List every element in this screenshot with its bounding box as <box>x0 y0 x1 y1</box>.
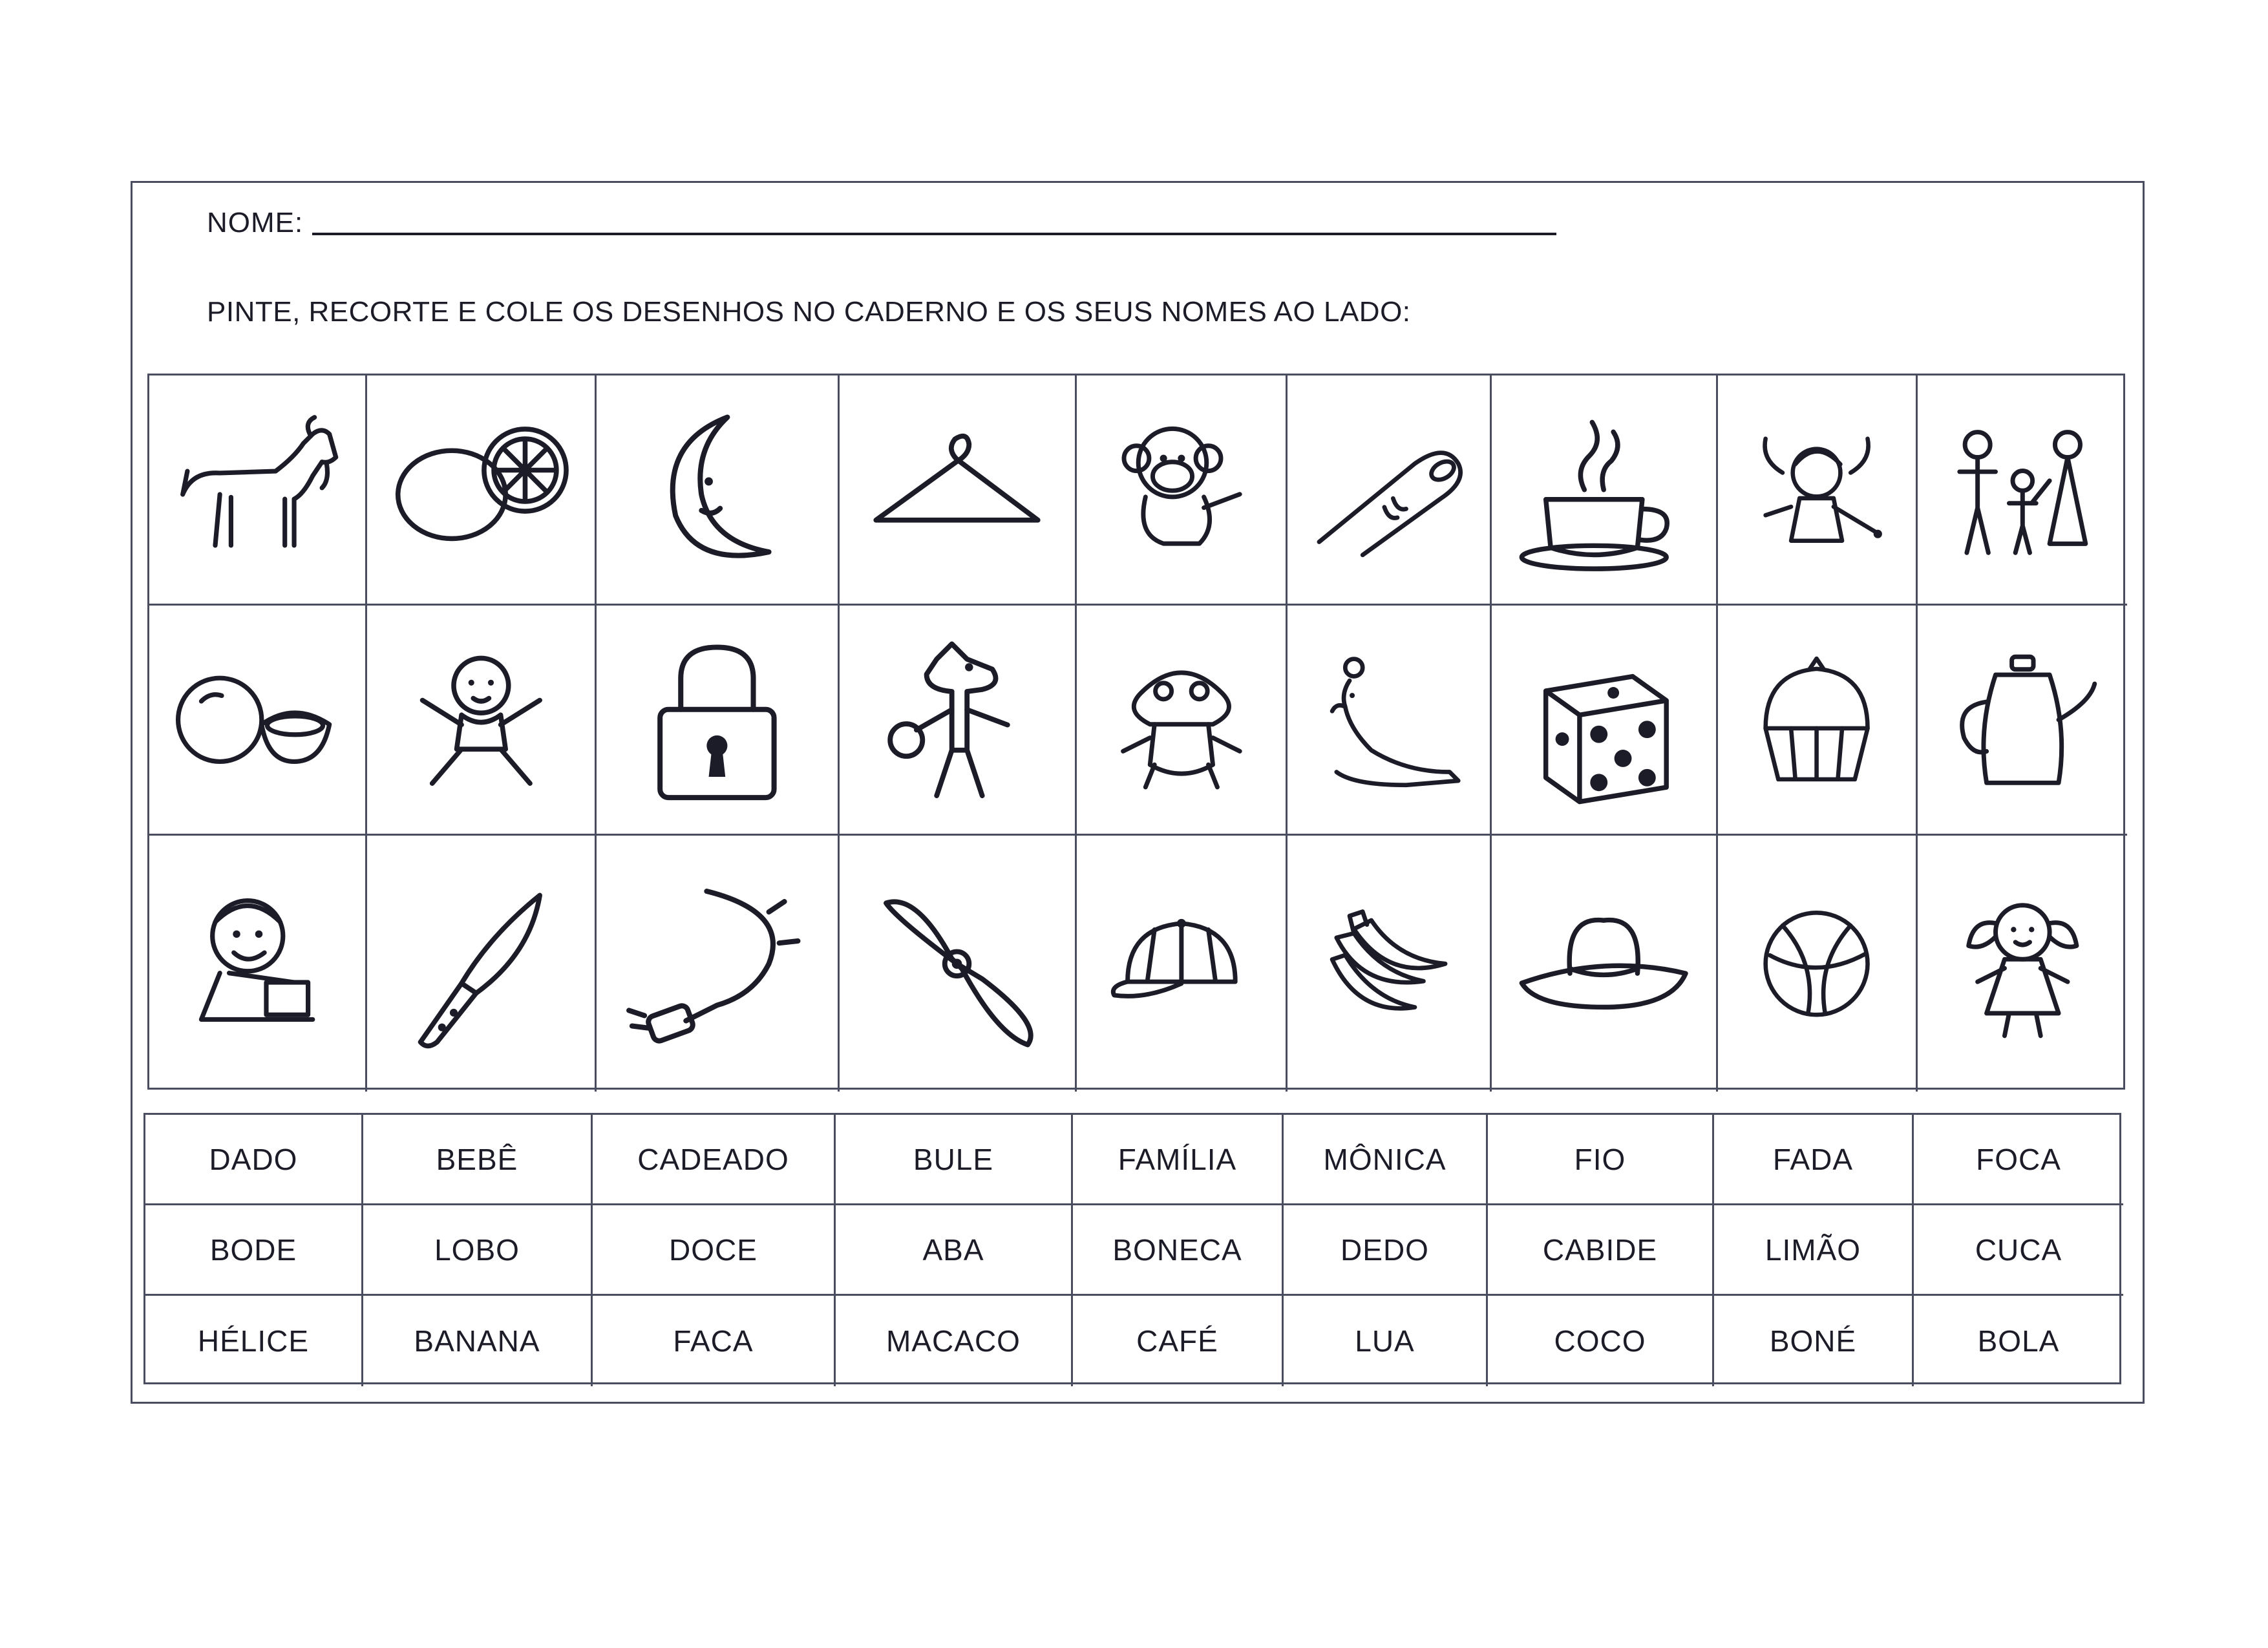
picture-cell <box>1077 836 1288 1092</box>
coconut-icon <box>164 622 350 818</box>
monkey-icon <box>1092 392 1271 588</box>
picture-grid <box>147 374 2125 1090</box>
word-cell: FOCA <box>1914 1115 2123 1205</box>
picture-cell <box>1918 836 2127 1092</box>
seal-icon <box>1302 622 1476 818</box>
word-cell: BONECA <box>1073 1205 1284 1296</box>
moon-icon <box>613 392 821 588</box>
word-cell: FIO <box>1488 1115 1714 1205</box>
doll-icon <box>1933 854 2113 1074</box>
picture-cell <box>1918 606 2127 836</box>
lemon-icon <box>383 392 579 588</box>
picture-cell <box>149 836 367 1092</box>
word-cell: DOCE <box>593 1205 836 1296</box>
picture-cell <box>1718 836 1918 1092</box>
word-cell: LUA <box>1284 1296 1488 1386</box>
word-cell: BULE <box>836 1115 1073 1205</box>
word-cell: CABIDE <box>1488 1205 1714 1296</box>
fairy-icon <box>1732 392 1902 588</box>
baby-icon <box>383 622 579 818</box>
picture-cell <box>1718 375 1918 606</box>
word-cell: FAMÍLIA <box>1073 1115 1284 1205</box>
family-icon <box>1933 392 2113 588</box>
dice-icon <box>1507 622 1700 818</box>
picture-cell <box>1492 836 1718 1092</box>
picture-cell <box>367 836 597 1092</box>
word-cell: MACACO <box>836 1296 1073 1386</box>
picture-cell <box>149 606 367 836</box>
picture-cell <box>1918 375 2127 606</box>
word-cell: BOLA <box>1977 1324 2060 1358</box>
word-cell: BONÉ <box>1714 1296 1914 1386</box>
picture-cell <box>1288 836 1492 1092</box>
picture-cell <box>840 606 1077 836</box>
word-cell: BODE <box>145 1205 363 1296</box>
knife-icon <box>383 854 579 1074</box>
word-cell: COCO <box>1488 1296 1714 1386</box>
electric-cord-icon <box>613 854 821 1074</box>
word-cell: ABA <box>836 1205 1073 1296</box>
word-cell: DADO <box>145 1115 363 1205</box>
word-cell: DEDO <box>1284 1205 1488 1296</box>
word-cell: LOBO <box>363 1205 593 1296</box>
hanger-icon <box>856 392 1058 588</box>
cap-icon <box>1092 854 1271 1074</box>
propeller-icon <box>856 854 1058 1074</box>
picture-cell <box>840 375 1077 606</box>
picture-cell <box>1288 606 1492 836</box>
coffee-cup-icon <box>1507 392 1700 588</box>
name-write-line[interactable] <box>312 233 1556 235</box>
cuca-alligator-icon <box>1092 622 1271 818</box>
goat-icon <box>164 392 350 588</box>
picture-cell <box>1492 375 1718 606</box>
picture-cell <box>840 836 1077 1092</box>
word-cell: MÔNICA <box>1284 1115 1488 1205</box>
monica-girl-icon <box>164 854 350 1074</box>
finger-icon <box>1302 392 1476 588</box>
picture-cell <box>367 375 597 606</box>
word-cell: BANANA <box>363 1296 593 1386</box>
word-cell: BEBÊ <box>363 1115 593 1205</box>
word-cell: FACA <box>593 1296 836 1386</box>
name-row <box>207 207 1556 239</box>
teapot-icon <box>1933 622 2113 818</box>
word-cell: FADA <box>1714 1115 1914 1205</box>
ball-icon <box>1732 854 1902 1074</box>
cupcake-icon <box>1732 622 1902 818</box>
picture-cell <box>1718 606 1918 836</box>
word-cell: CUCA <box>1914 1205 2123 1296</box>
picture-cell <box>597 606 840 836</box>
word-cell: CADEADO <box>593 1115 836 1205</box>
padlock-icon <box>613 622 821 818</box>
picture-cell <box>597 375 840 606</box>
picture-cell <box>149 375 367 606</box>
picture-cell <box>1492 606 1718 836</box>
picture-cell <box>597 836 840 1092</box>
instruction-text: PINTE, RECORTE E COLE OS DESENHOS NO CADERNO E OS SEUS NOMES AO LADO: <box>207 296 1411 328</box>
picture-cell <box>1077 606 1288 836</box>
word-cell: CAFÉ <box>1073 1296 1284 1386</box>
word-grid <box>143 1113 2121 1384</box>
picture-cell <box>1288 375 1492 606</box>
picture-cell <box>367 606 597 836</box>
name-label: NOME: <box>207 207 304 238</box>
hat-icon <box>1507 854 1700 1074</box>
wolf-icon <box>856 622 1058 818</box>
word-cell: LIMÃO <box>1714 1205 1914 1296</box>
picture-cell <box>1077 375 1288 606</box>
banana-icon <box>1302 854 1476 1074</box>
word-cell: HÉLICE <box>145 1296 363 1386</box>
